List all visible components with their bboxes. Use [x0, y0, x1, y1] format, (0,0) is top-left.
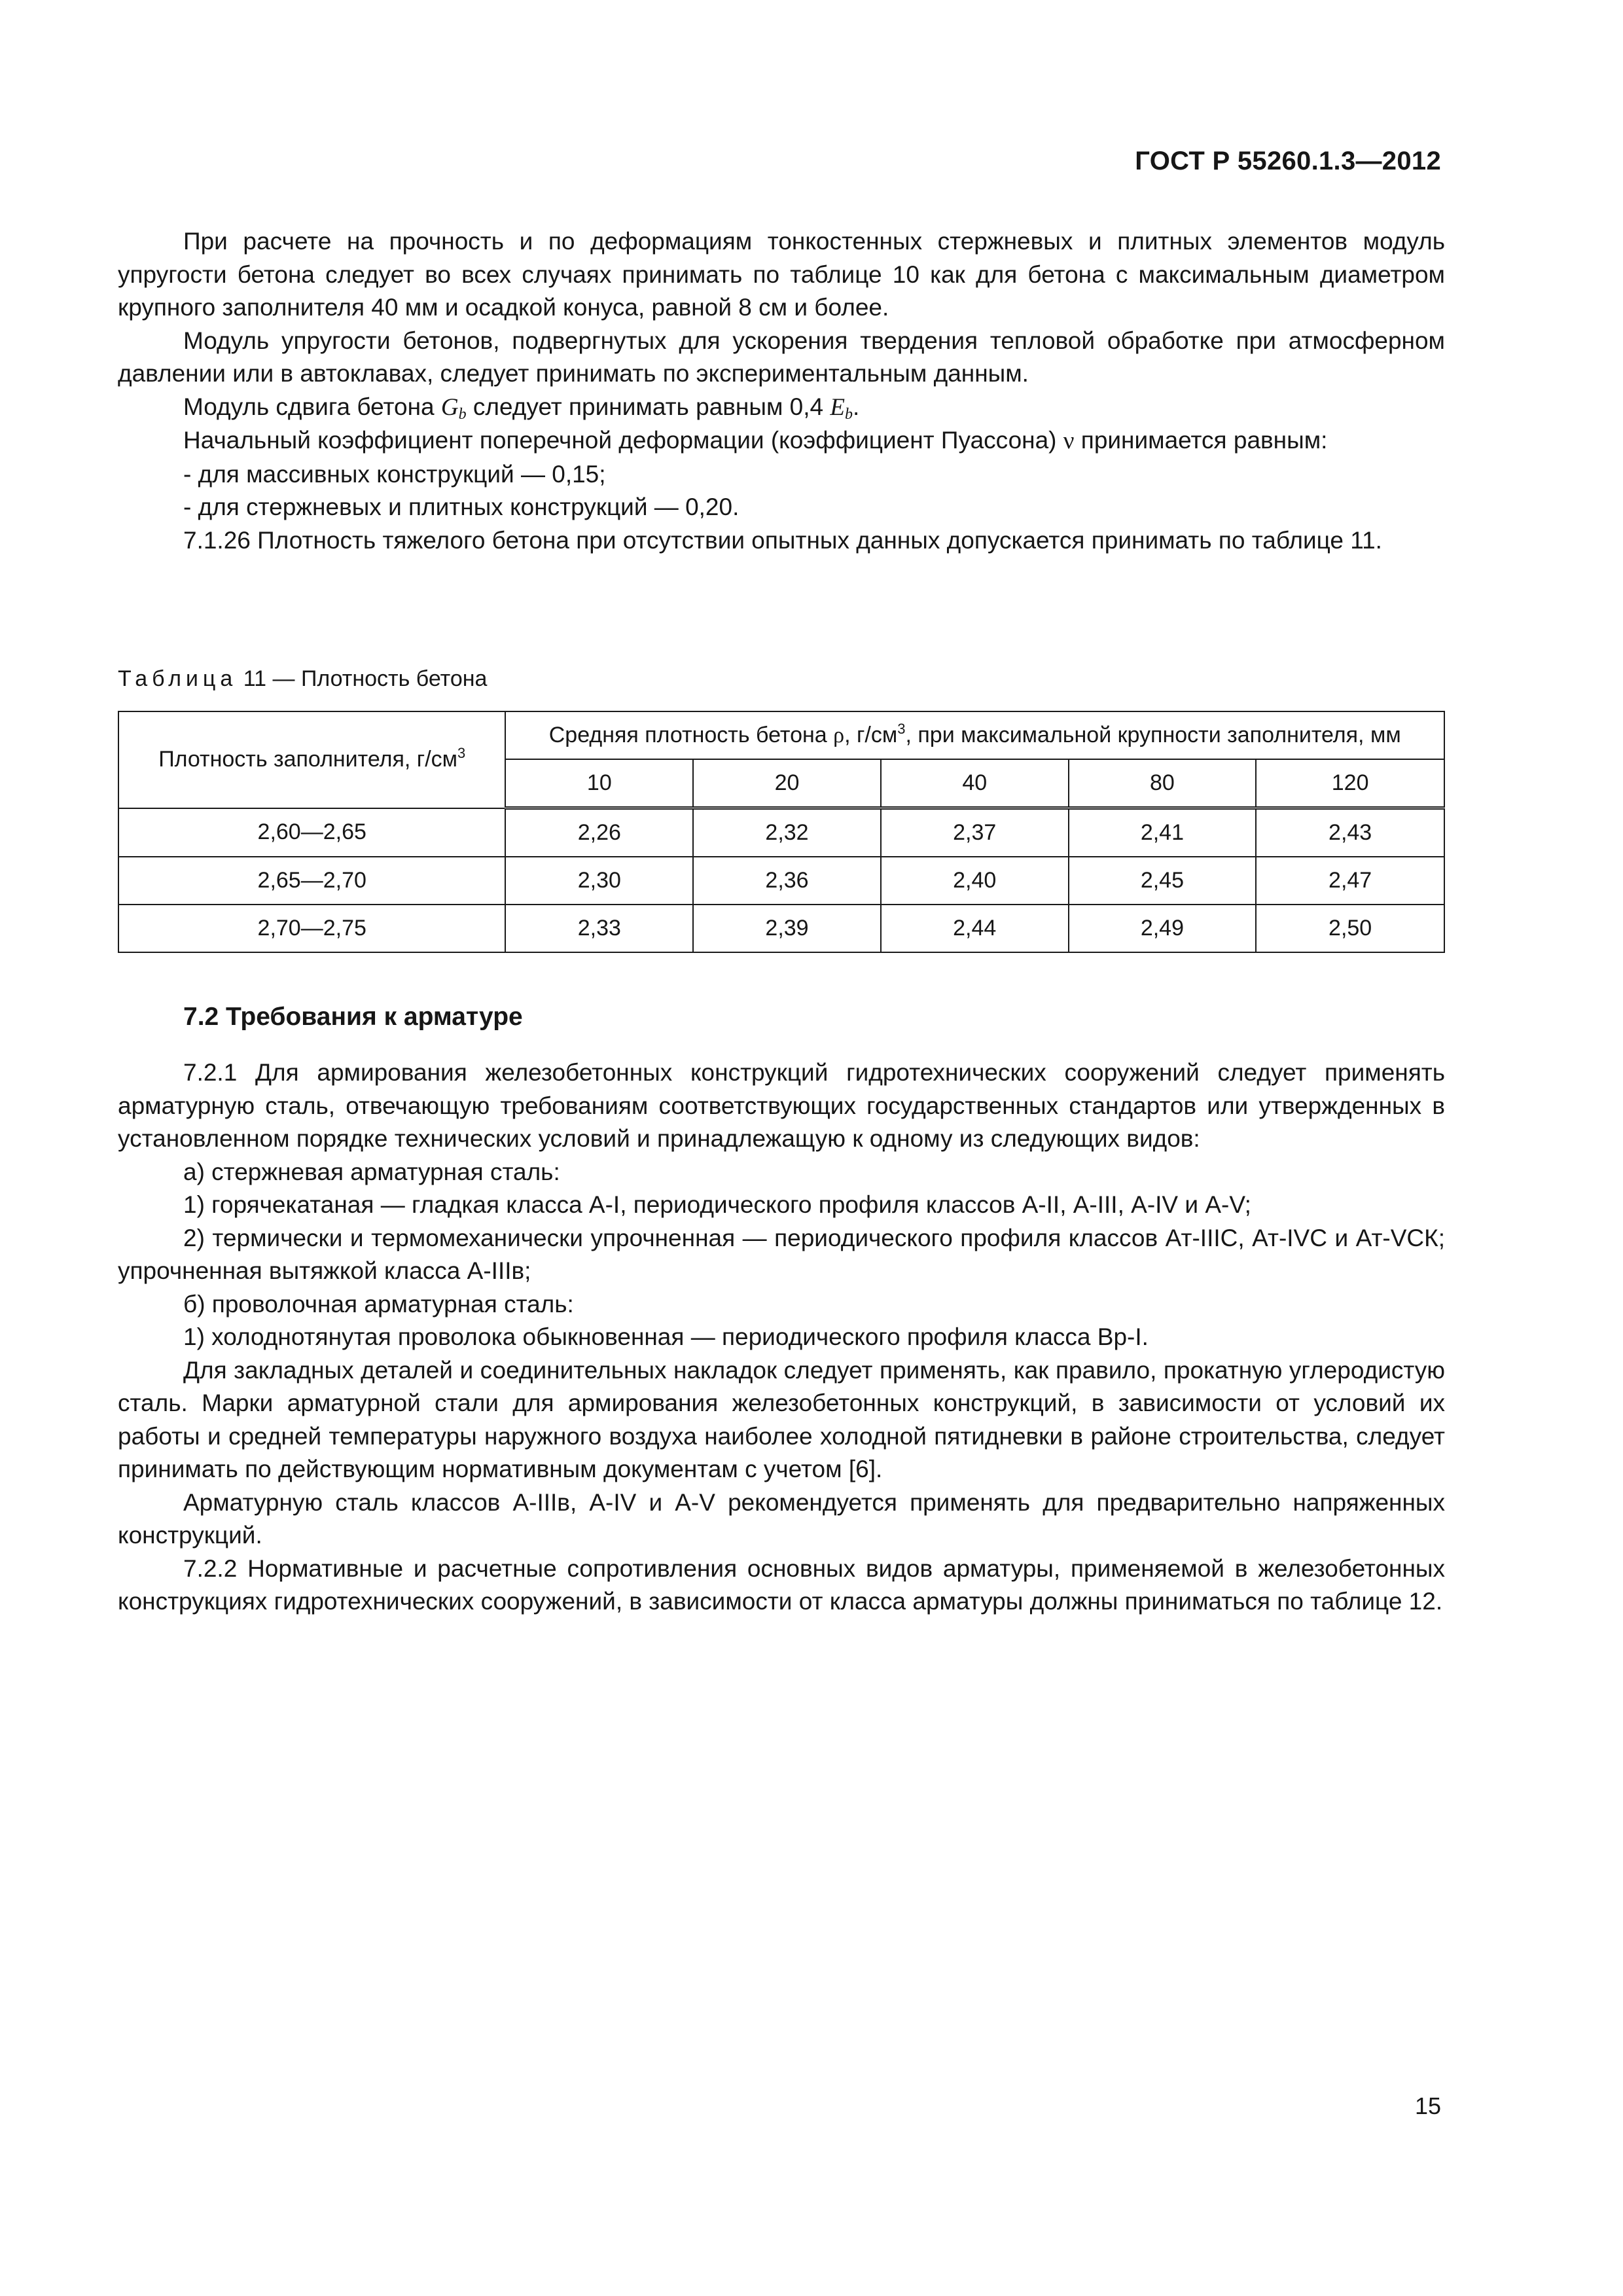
list-item-wire-steel: б) проволочная арматурная сталь: [183, 1290, 574, 1318]
table-cell: 2,37 [881, 808, 1069, 857]
table-cell: 2,50 [1256, 905, 1444, 952]
table-cell: 2,36 [693, 857, 881, 905]
header-aggregate-density-text: Плотность заполнителя, г/см [158, 747, 458, 772]
table-cell: 2,45 [1069, 857, 1257, 905]
section-title: 7.2 Требования к арматуре [183, 1003, 523, 1031]
list-item-rod-steel: а) стержневая арматурная сталь: [183, 1158, 560, 1185]
paragraph-embedded-parts: Для закладных деталей и соединительных накладок следует применять, как правило, прокатную углеродистую сталь. Марки арматурной стали для армирования железобетонных конструкций, в зависимости от условий их работы и средней температуры наружного воздуха наиболее холодной пятидневки в районе строительства, следует принимать по действующим нормативным документам с учетом [6]. [118, 1356, 1445, 1482]
list-item-cold-drawn: 1) холоднотянутая проволока обыкновенная — периодического профиля класса Вр-I. [183, 1323, 1149, 1350]
table-cell: 2,33 [505, 905, 693, 952]
document-code-header: ГОСТ Р 55260.1.3—2012 [1135, 147, 1441, 175]
header-concrete-density-text: Средняя плотность бетона [548, 723, 834, 747]
table-cell: 2,40 [881, 857, 1069, 905]
table-cell: 2,43 [1256, 808, 1444, 857]
list-item-hot-rolled: 1) горячекатаная — гладкая класса А-I, периодического профиля классов А-II, А-III, А-IV и А-V; [183, 1191, 1251, 1218]
table-row [118, 905, 1444, 952]
paragraph-thin-wall-modulus: При расчете на прочность и по деформациям тонкостенных стержневых и плитных элементов модуль упругости бетона следует во всех случаях принимать по таблице 10 как для бетона с максимальным диаметром крупного заполнителя 40 мм и осадкой конуса, равной 8 см и более. [118, 228, 1445, 321]
elastic-modulus-symbol: E [830, 393, 845, 421]
shear-modulus-text: Модуль сдвига бетона [183, 393, 441, 420]
row-label: 2,65—2,70 [118, 857, 505, 905]
header-size-80: 80 [1069, 759, 1257, 808]
header-aggregate-density-sup: 3 [457, 745, 466, 762]
list-item-rod-plate: - для стержневых и плитных конструкций — 0,20. [183, 493, 740, 520]
table-cell: 2,47 [1256, 857, 1444, 905]
paragraph-7-2-2: 7.2.2 Нормативные и расчетные сопротивления основных видов арматуры, применяемой в железобетонных конструкциях гидротехнических сооружений, в зависимости от класса арматуры должны приниматься по таблице 12. [118, 1554, 1445, 1615]
header-concrete-density-rest: , при максимальной крупности заполнителя, мм [905, 723, 1401, 747]
row-label: 2,70—2,75 [118, 905, 505, 952]
table-caption-label: Таблица [118, 666, 238, 691]
density-table [118, 711, 1445, 953]
table-header-row [118, 711, 1444, 759]
header-size-40: 40 [881, 759, 1069, 808]
poisson-symbol: ν [1063, 427, 1075, 454]
table-cell: 2,30 [505, 857, 693, 905]
table-cell: 2,41 [1069, 808, 1257, 857]
paragraph-heat-treated-modulus: Модуль упругости бетонов, подвергнутых для ускорения твердения тепловой обработке при атмосферном давлении или в автоклавах, следует принимать по экспериментальным данным. [118, 327, 1445, 387]
rho-symbol: ρ [833, 723, 845, 747]
table-cell: 2,44 [881, 905, 1069, 952]
header-size-20: 20 [693, 759, 881, 808]
table-caption-title: 11 — Плотность бетона [237, 666, 488, 691]
table-cell: 2,49 [1069, 905, 1257, 952]
shear-modulus-symbol: G [440, 393, 459, 421]
table-cell: 2,32 [693, 808, 881, 857]
shear-modulus-end: . [853, 393, 860, 420]
header-aggregate-density [118, 711, 505, 808]
elastic-modulus-subscript: b [845, 405, 853, 423]
header-size-120: 120 [1256, 759, 1444, 808]
paragraph-prestressed: Арматурную сталь классов А-IIIв, А-IV и А-V рекомендуется применять для предварительно напряженных конструкций. [118, 1488, 1445, 1549]
table-row [118, 857, 1444, 905]
list-item-massive: - для массивных конструкций — 0,15; [183, 460, 606, 488]
header-size-10: 10 [505, 759, 693, 808]
poisson-after: принимается равным: [1074, 427, 1328, 454]
shear-modulus-subscript: b [458, 405, 467, 423]
page-number: 15 [1414, 2092, 1441, 2119]
poisson-text: Начальный коэффициент поперечной деформации (коэффициент Пуассона) [183, 427, 1063, 454]
body-text-top [118, 225, 1445, 557]
body-text-section [118, 1056, 1445, 1619]
table-cell: 2,39 [693, 905, 881, 952]
table-row [118, 808, 1444, 857]
paragraph-7-2-1: 7.2.1 Для армирования железобетонных конструкций гидротехнических сооружений следует применять арматурную сталь, отвечающую требованиям соответствующих государственных стандартов или утвержденных в установленном порядке технических условий и принадлежащую к одному из следующих видов: [118, 1059, 1445, 1152]
shear-modulus-middle: следует принимать равным 0,4 [466, 393, 830, 420]
header-concrete-density-unit: , г/см [844, 723, 898, 747]
list-item-heat-strengthened: 2) термически и термомеханически упрочненная — периодического профиля классов Ат-IIIС, Ат-IVС и Ат-VСК; упрочненная вытяжкой класса А-IIIв; [118, 1224, 1445, 1284]
row-label: 2,60—2,65 [118, 808, 505, 857]
paragraph-shear-modulus [118, 391, 1445, 425]
table-cell: 2,26 [505, 808, 693, 857]
header-concrete-density [505, 711, 1444, 759]
header-concrete-density-sup: 3 [897, 721, 906, 737]
paragraph-poisson [118, 424, 1445, 458]
paragraph-7-1-26: 7.1.26 Плотность тяжелого бетона при отсутствии опытных данных допускается принимать по таблице 11. [183, 526, 1382, 554]
table-caption [118, 666, 487, 692]
